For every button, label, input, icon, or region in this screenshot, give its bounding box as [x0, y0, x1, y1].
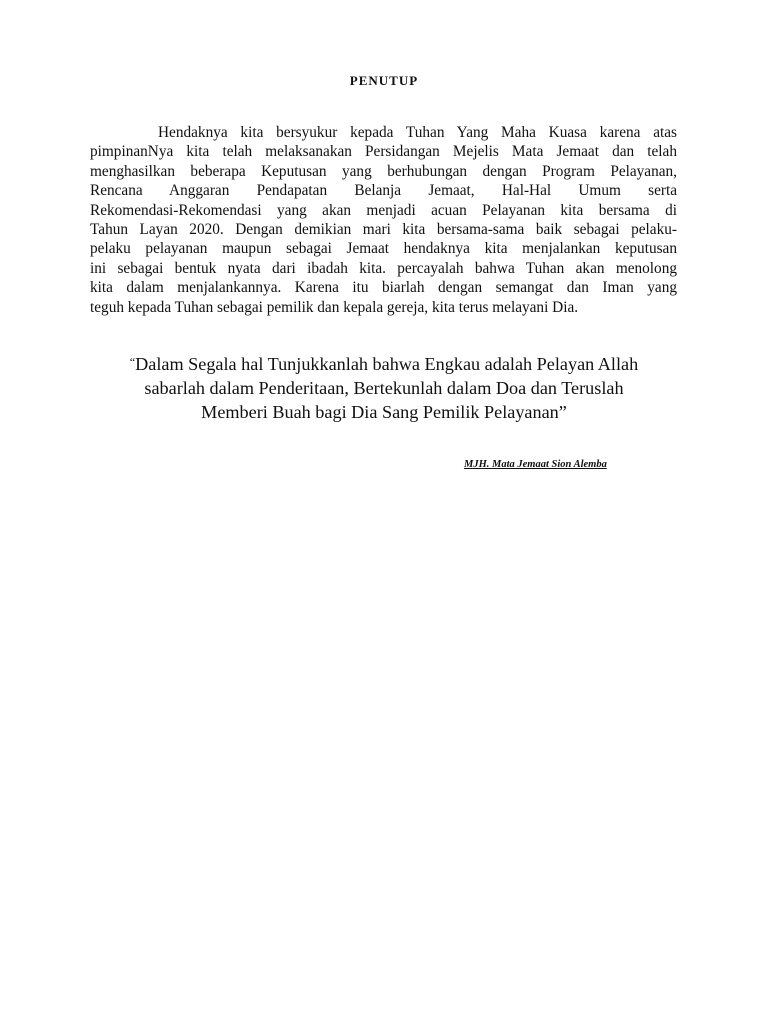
quote-line — [0, 350, 768, 376]
paragraph-line: Rencana Anggaran Pendapatan Belanja Jemaat, Hal-Hal Umum serta — [90, 182, 677, 200]
scripture-quote — [0, 350, 768, 424]
paragraph-line: kita dalam menjalankannya. Karena itu biarlah dengan semangat dan Iman yang — [90, 279, 677, 297]
paragraph-line: menghasilkan beberapa Keputusan yang berhubungan dengan Program Pelayanan, — [90, 162, 677, 180]
closing-paragraph — [90, 123, 677, 317]
quote-line: Memberi Buah bagi Dia Sang Pemilik Pelayanan” — [201, 402, 567, 422]
quote-line: sabarlah dalam Penderitaan, Bertekunlah dalam Doa dan Teruslah — [144, 378, 624, 398]
paragraph-line: pimpinanNya kita telah melaksanakan Persidangan Mejelis Mata Jemaat dan telah — [90, 143, 677, 161]
paragraph-line: Hendaknya kita bersyukur kepada Tuhan Yang Maha Kuasa karena atas — [158, 124, 677, 141]
page-title: PENUTUP — [349, 73, 419, 88]
paragraph-line: Rekomendasi-Rekomendasi yang akan menjadi acuan Pelayanan kita bersama di — [90, 201, 677, 219]
signature: MJH. Mata Jemaat Sion Alemba — [464, 459, 607, 470]
paragraph-line: teguh kepada Tuhan sebagai pemilik dan kepala gereja, kita terus melayani Dia. — [90, 298, 579, 316]
paragraph-line: pelaku pelayanan maupun sebagai Jemaat hendaknya kita menjalankan keputusan — [90, 240, 677, 258]
quote-open-mark: “ — [129, 355, 136, 369]
paragraph-line: ini sebagai bentuk nyata dari ibadah kita. percayalah bahwa Tuhan akan menolong — [90, 259, 677, 277]
quote-line-text: Dalam Segala hal Tunjukkanlah bahwa Engkau adalah Pelayan Allah — [135, 354, 639, 374]
paragraph-line: Tahun Layan 2020. Dengan demikian mari kita bersama-sama baik sebagai pelaku- — [90, 221, 677, 239]
